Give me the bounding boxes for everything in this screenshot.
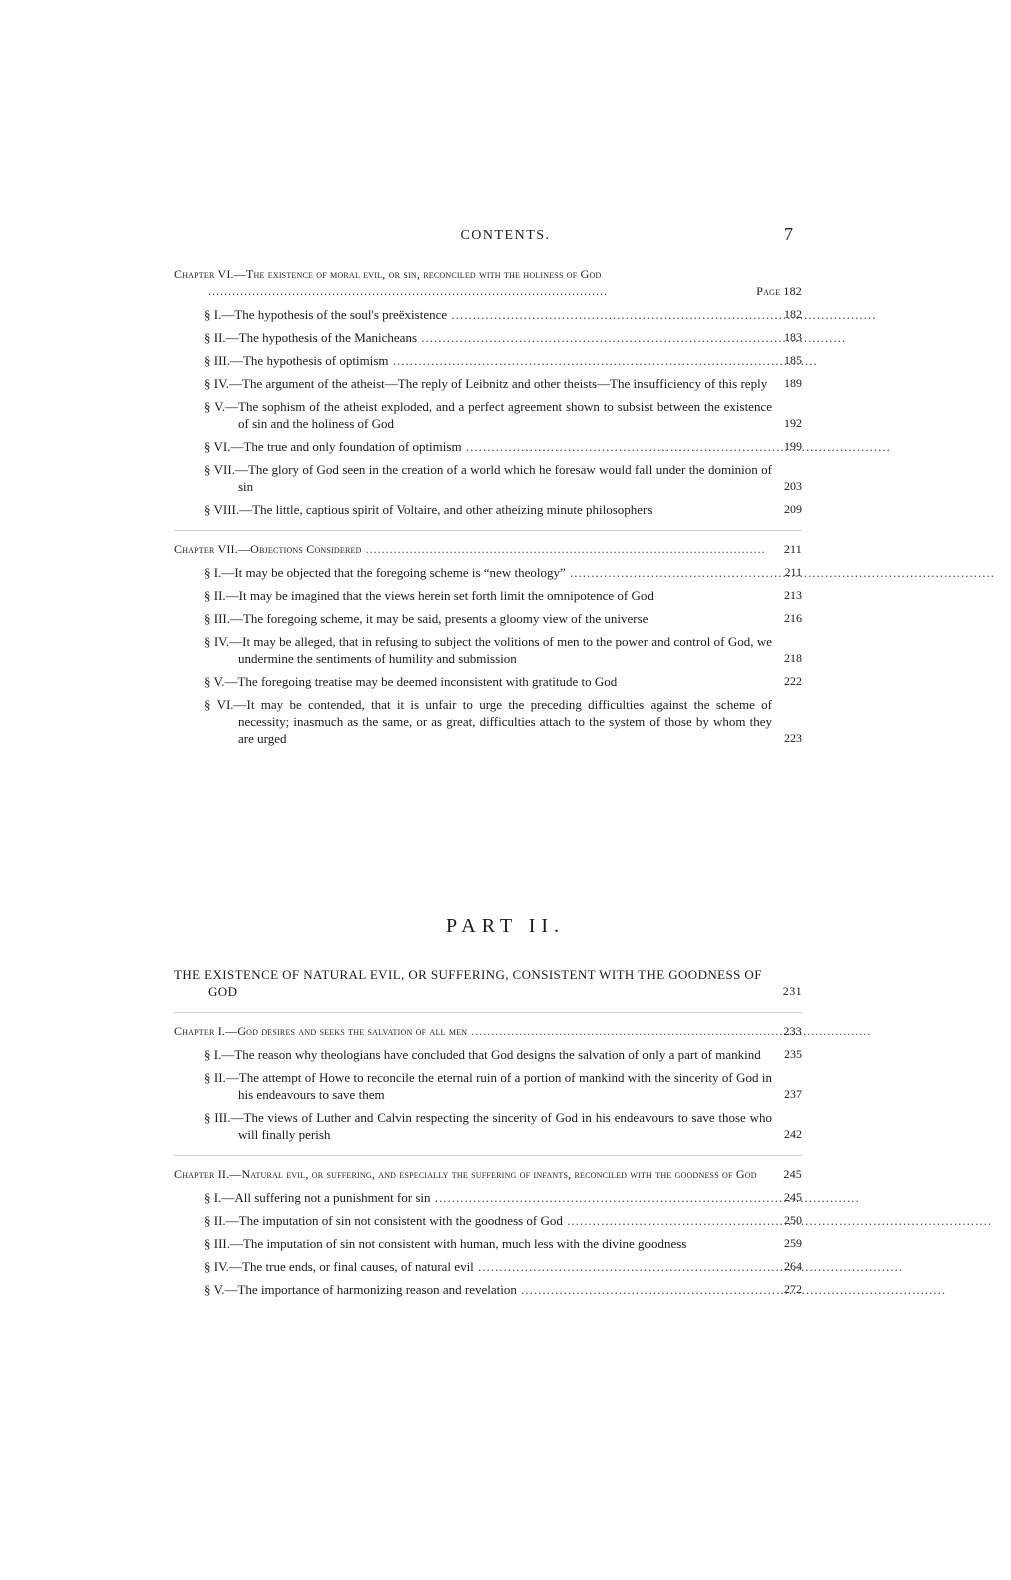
toc-entry [204,673,802,690]
page-ref: 203 [784,479,802,493]
page-ref: 242 [784,1127,802,1141]
leader-dots [563,1213,992,1228]
toc-entry [204,1212,802,1229]
chapter-heading [174,1023,802,1040]
toc-entry [204,1109,802,1143]
entry-text: § I.—The reason why theologians have concluded that God designs the salvation of only a part of mankind [204,1047,761,1062]
page-ref: 235 [784,1047,802,1061]
toc-entry [204,564,802,581]
leader-dots [362,542,766,556]
chapter-7 [174,541,802,747]
chapter-heading [174,541,802,558]
page-ref: 185 [784,353,802,367]
leader-dots [417,330,846,345]
toc-entry [204,633,802,667]
page-number: 7 [784,224,793,244]
entry-text: § VI.—The true and only foundation of optimism [204,439,462,454]
entry-text: § IV.—The true ends, or final causes, of natural evil [204,1259,474,1274]
part2-chapter-2 [174,1166,802,1298]
entry-text: § IV.—The argument of the atheist—The reply of Leibnitz and other theists—The insufficiency of this reply [204,376,768,391]
entry-text: § V.—The sophism of the atheist exploded, and a perfect agreement shown to subsist between the existence of sin and the holiness of God [204,399,772,431]
entry-text: § VI.—It may be contended, that it is unfair to urge the preceding difficulties against the scheme of necessity; inasmuch as the same, or as great, difficulties attach to the system of those by whom they are urged [204,697,772,746]
toc-entry [204,352,802,369]
entry-text: § I.—The hypothesis of the soul's preëxistence [204,307,448,322]
page-ref: 183 [784,330,802,344]
leader-dots [467,1024,871,1038]
page-ref: 245 [783,1167,802,1181]
toc-entry [204,398,802,432]
toc-entry [204,375,802,392]
toc-entry [204,610,802,627]
running-title: CONTENTS. [460,228,551,243]
page-ref [756,283,802,300]
leader-dots [517,1282,946,1297]
chapter-title: Chapter II.—Natural evil, or suffering, and especially the suffering of infants, reconciled with the goodness of God [174,1167,757,1181]
toc-entry [204,1258,802,1275]
entry-text: § IV.—It may be alleged, that in refusing to subject the volitions of men to the power and control of God, we undermine the sentiments of humility and submission [204,634,772,666]
page-ref: 211 [784,565,802,579]
page-ref: 192 [784,416,802,430]
entry-text: § V.—The foregoing treatise may be deemed inconsistent with gratitude to God [204,674,618,689]
page-ref: 231 [782,984,802,998]
entry-text: § V.—The importance of harmonizing reason and revelation [204,1282,517,1297]
toc-entry [204,1281,802,1298]
toc-entry [204,306,802,323]
entry-text: § III.—The hypothesis of optimism [204,353,389,368]
page-ref: 218 [784,651,802,665]
page-ref: 182 [784,307,802,321]
running-head [0,224,1011,248]
divider [174,1012,802,1013]
entry-text: § II.—The hypothesis of the Manicheans [204,330,418,345]
entry-text: § I.—It may be objected that the foregoing scheme is “new theology” [204,565,566,580]
page-ref: 209 [784,502,802,516]
leader-dots [462,439,891,454]
page-label: Page [756,284,781,298]
toc-entry [204,587,802,604]
toc-entry [204,501,802,518]
page-ref: 213 [784,588,802,602]
table-of-contents [174,266,802,747]
part-heading-text: THE EXISTENCE OF NATURAL EVIL, OR SUFFERING, CONSISTENT WITH THE GOODNESS OF GOD [174,967,762,999]
entry-text: § III.—The foregoing scheme, it may be said, presents a gloomy view of the universe [204,611,649,626]
part2-chapter-1 [174,1023,802,1143]
part-heading [174,966,802,1000]
toc-entry [204,438,802,455]
leader-dots [474,1259,903,1274]
entry-text: § III.—The imputation of sin not consistent with human, much less with the divine goodness [204,1236,687,1251]
entry-text: § I.—All suffering not a punishment for sin [204,1190,431,1205]
chapter-heading [174,1166,802,1183]
page-ref: 237 [784,1087,802,1101]
leader-dots [208,284,608,298]
page-ref: 222 [784,674,802,688]
leader-dots [447,307,876,322]
page-ref: 216 [784,611,802,625]
page-ref-number: 182 [783,284,802,298]
toc-entry [204,329,802,346]
entry-text: § II.—The attempt of Howe to reconcile the eternal ruin of a portion of mankind with the sincerity of God in his endeavours to save them [204,1070,772,1102]
chapter-6 [174,266,802,518]
toc-entry [204,1046,802,1063]
entry-text: § II.—It may be imagined that the views herein set forth limit the omnipotence of God [204,588,654,603]
page-ref: 223 [784,731,802,745]
divider [174,530,802,531]
page-ref: 259 [784,1236,802,1250]
entry-text: § VIII.—The little, captious spirit of Voltaire, and other atheizing minute philosophers [204,502,653,517]
toc-entry [204,1235,802,1252]
toc-entry [204,461,802,495]
page-ref: 189 [784,376,802,390]
entry-text: § III.—The views of Luther and Calvin respecting the sincerity of God in his endeavours to save those who will finally perish [204,1110,772,1142]
toc-entry [204,696,802,747]
leader-dots [566,565,995,580]
page-ref: 272 [784,1282,802,1296]
entry-text: § II.—The imputation of sin not consistent with the goodness of God [204,1213,563,1228]
entry-text: § VII.—The glory of God seen in the creation of a world which he foresaw would fall under the dominion of sin [204,462,772,494]
part-title: PART II. [445,915,566,937]
chapter-title: Chapter VII.—Objections Considered [174,542,362,556]
toc-entry [204,1189,802,1206]
leader-dots [389,353,818,368]
chapter-title: Chapter I.—God desires and seeks the salvation of all men [174,1024,468,1038]
page-ref: 245 [784,1190,802,1204]
divider [174,1155,802,1156]
page-ref: 199 [784,439,802,453]
page-ref: 250 [784,1213,802,1227]
page-ref: 264 [784,1259,802,1273]
page-ref: 233 [783,1024,802,1038]
part-two-contents [174,966,802,1298]
chapter-heading [174,266,802,300]
page-ref: 211 [783,542,802,556]
toc-entry [204,1069,802,1103]
chapter-title: Chapter VI.—The existence of moral evil, or sin, reconciled with the holiness of God [174,267,602,281]
